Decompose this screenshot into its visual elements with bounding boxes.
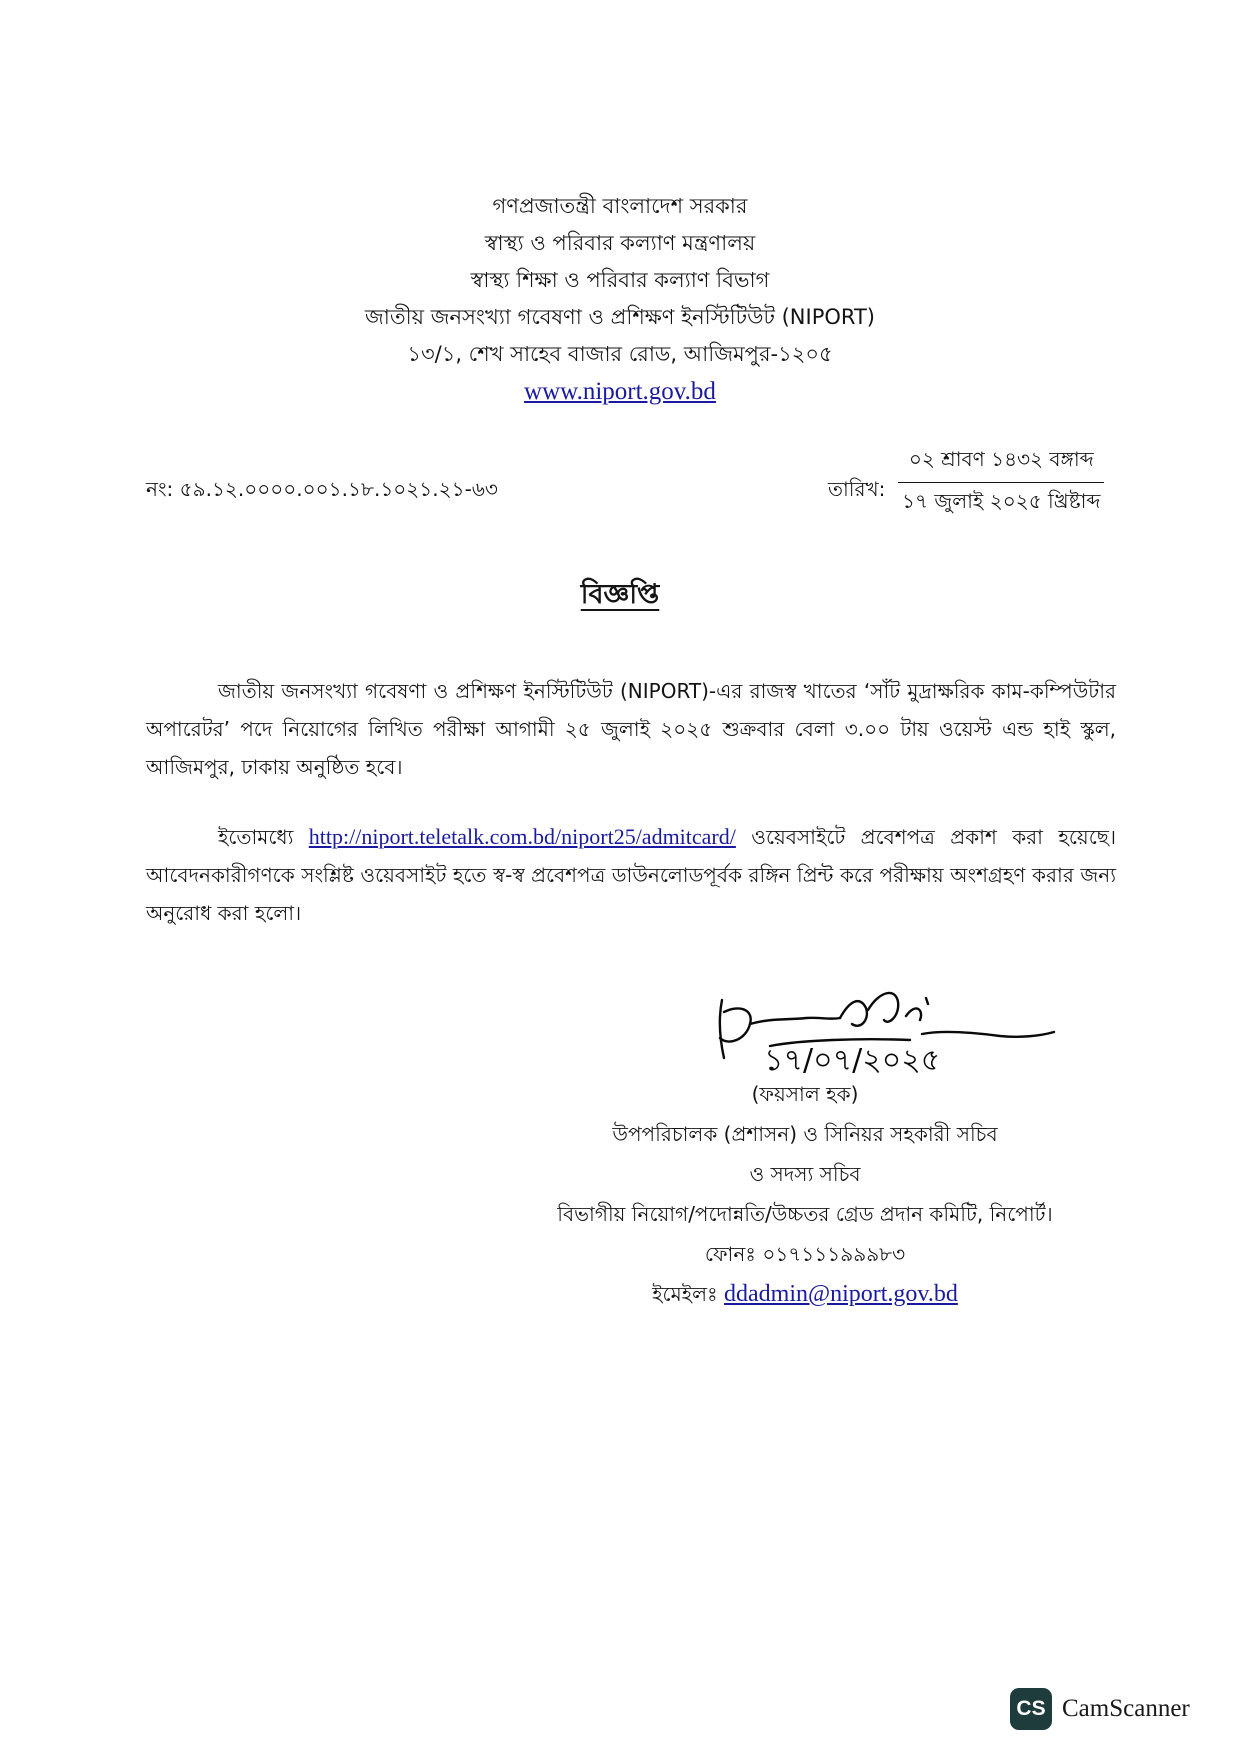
para2-lead: ইতোমধ্যে [218, 825, 294, 849]
paragraph-exam-info: জাতীয় জনসংখ্যা গবেষণা ও প্রশিক্ষণ ইনস্টিটিউট (NIPORT)-এর রাজস্ব খাতের ‘সাঁট মুদ্রাক্ষরিক কাম-কম্পিউটার অপারেটর’ পদে নিয়োগের লিখিত পরীক্ষা আগামী ২৫ জুলাই ২০২৫ শুক্রবার বেলা ৩.০০ টায় ওয়েস্ট এন্ড হাই স্কুল, আজিমপুর, ঢাকায় অনুষ্ঠিত হবে। [146, 679, 1116, 779]
letterhead [0, 188, 1240, 410]
signature-date: ১৭/০৭/২০২৫ [764, 1043, 941, 1078]
govt-name: গণপ্রজাতন্ত্রী বাংলাদেশ সরকার [492, 194, 748, 218]
email-label: ইমেইলঃ [652, 1282, 718, 1306]
camscanner-logo-icon: CS [1010, 1688, 1052, 1730]
ministry-name: স্বাস্থ্য ও পরিবার কল্যাণ মন্ত্রণালয় [484, 231, 756, 255]
signatory-designation: উপপরিচালক (প্রশাসন) ও সিনিয়র সহকারী সচিব [612, 1122, 998, 1146]
notice-title: বিজ্ঞপ্তি [580, 579, 660, 610]
signatory-role: ও সদস্য সচিব [749, 1162, 861, 1186]
date-label: তারিখ: [828, 477, 886, 501]
institute-name: জাতীয় জনসংখ্যা গবেষণা ও প্রশিক্ষণ ইনস্টিটিউট (NIPORT) [365, 305, 875, 329]
date-english: ১৭ জুলাই ২০২৫ খ্রিষ্টাব্দ [902, 489, 1101, 513]
website-link[interactable]: www.niport.gov.bd [524, 378, 716, 405]
signatory-phone: ফোনঃ ০১৭১১১৯৯৯৮৩ [704, 1242, 906, 1266]
signatory-block [480, 1074, 1130, 1314]
admit-card-link[interactable]: http://niport.teletalk.com.bd/niport25/admitcard/ [308, 824, 736, 849]
date-bangla: ০২ শ্রাবণ ১৪৩২ বঙ্গাব্দ [898, 445, 1104, 483]
notice-title-wrap [0, 574, 1240, 619]
para2-rest: ওয়েবসাইটে প্রবেশপত্র প্রকাশ করা হয়েছে। আবেদনকারীগণকে সংশ্লিষ্ট ওয়েবসাইট হতে স্ব-স্ব প্রবেশপত্র ডাউনলোডপূর্বক রঙ্গিন প্রিন্ট করে পরীক্ষায় অংশগ্রহণ করার জন্য অনুরোধ করা হলো। [146, 825, 1116, 925]
camscanner-watermark: CamScanner [1062, 1695, 1190, 1722]
signatory-name: (ফয়সাল হক) [751, 1082, 859, 1106]
division-name: স্বাস্থ্য শিক্ষা ও পরিবার কল্যাণ বিভাগ [470, 268, 770, 292]
institute-address: ১৩/১, শেখ সাহেব বাজার রোড, আজিমপুর-১২০৫ [407, 342, 833, 366]
website-line [0, 373, 1240, 410]
email-link[interactable]: ddadmin@niport.gov.bd [724, 1281, 958, 1307]
date-stack [898, 445, 1104, 520]
signatory-email-line [480, 1274, 1130, 1314]
signatory-committee: বিভাগীয় নিয়োগ/পদোন্নতি/উচ্চতর গ্রেড প্রদান কমিটি, নিপোর্ট। [557, 1202, 1053, 1226]
paragraph-admit-card [146, 818, 1116, 932]
memo-number: নং: ৫৯.১২.০০০০.০০১.১৮.১০২১.২১-৬৩ [146, 477, 498, 501]
